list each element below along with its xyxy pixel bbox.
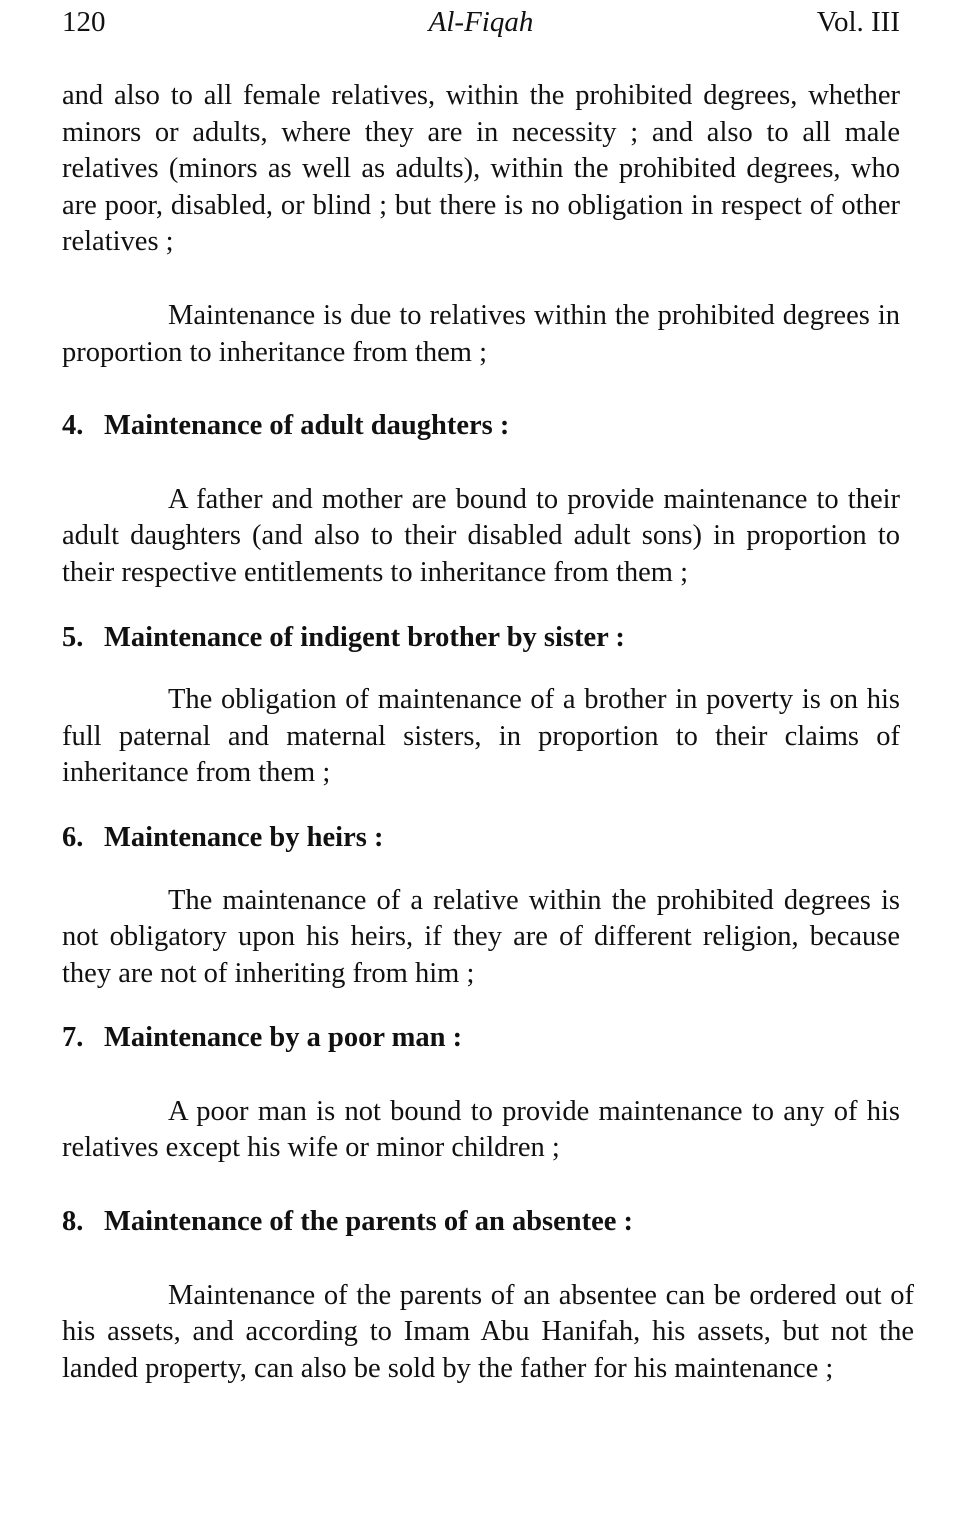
- volume-label: Vol. III: [816, 6, 900, 38]
- section-title: Maintenance by heirs :: [104, 821, 384, 853]
- section-heading: [62, 1204, 900, 1241]
- section-title: Maintenance of the parents of an absentee :: [104, 1206, 634, 1238]
- section-heading: [62, 820, 900, 857]
- section-indigent-brother: [62, 620, 900, 792]
- section-poor-man: [62, 1020, 900, 1167]
- section-paragraph: The obligation of maintenance of a brother in poverty is on his full paternal and maternal sisters, in proportion to their claims of inheritance from them ;: [62, 684, 900, 789]
- proportion-paragraph: Maintenance is due to relatives within the prohibited degrees in proportion to inheritance from them ;: [62, 299, 900, 368]
- section-title: Maintenance by a poor man :: [104, 1022, 463, 1054]
- section-heading: [62, 620, 900, 657]
- section-title: Maintenance of indigent brother by sister :: [104, 621, 625, 653]
- section-paragraph: A father and mother are bound to provide maintenance to their adult daughters (and also to their disabled adult sons) in proportion to their respective entitlements to inheritance from them ;: [62, 483, 900, 588]
- section-number: 4.: [62, 410, 84, 442]
- book-title: Al-Fiqah: [428, 6, 534, 38]
- section-paragraph: The maintenance of a relative within the prohibited degrees is not obligatory upon his heirs, if they are of different religion, because they are not of inheriting from him ;: [62, 884, 900, 989]
- section-paragraph: A poor man is not bound to provide maintenance to any of his relatives except his wife or minor children ;: [62, 1095, 900, 1164]
- page-number: 120: [62, 6, 106, 38]
- section-title: Maintenance of adult daughters :: [104, 410, 510, 442]
- running-head: [62, 2, 900, 42]
- section-heading: [62, 408, 900, 445]
- section-heirs: [62, 820, 900, 992]
- page-body: [62, 78, 914, 1387]
- section-number: 7.: [62, 1022, 84, 1054]
- section-number: 8.: [62, 1206, 84, 1238]
- section-paragraph: Maintenance of the parents of an absentee can be ordered out of his assets, and according to Imam Abu Hanifah, his assets, but not the landed property, can also be sold by the father for his maintenance ;: [62, 1279, 914, 1384]
- intro-paragraph: and also to all female relatives, within the prohibited degrees, whether minors or adults, where they are in necessity ; and also to all male relatives (minors as well as adults), within the prohibited degrees, who are poor, disabled, or blind ; but there is no obligation in respect of other relatives ;: [62, 80, 900, 258]
- section-number: 5.: [62, 621, 84, 653]
- section-heading: [62, 1020, 900, 1057]
- section-adult-daughters: [62, 408, 900, 591]
- section-number: 6.: [62, 821, 84, 853]
- section-absentee-parents: [62, 1204, 914, 1387]
